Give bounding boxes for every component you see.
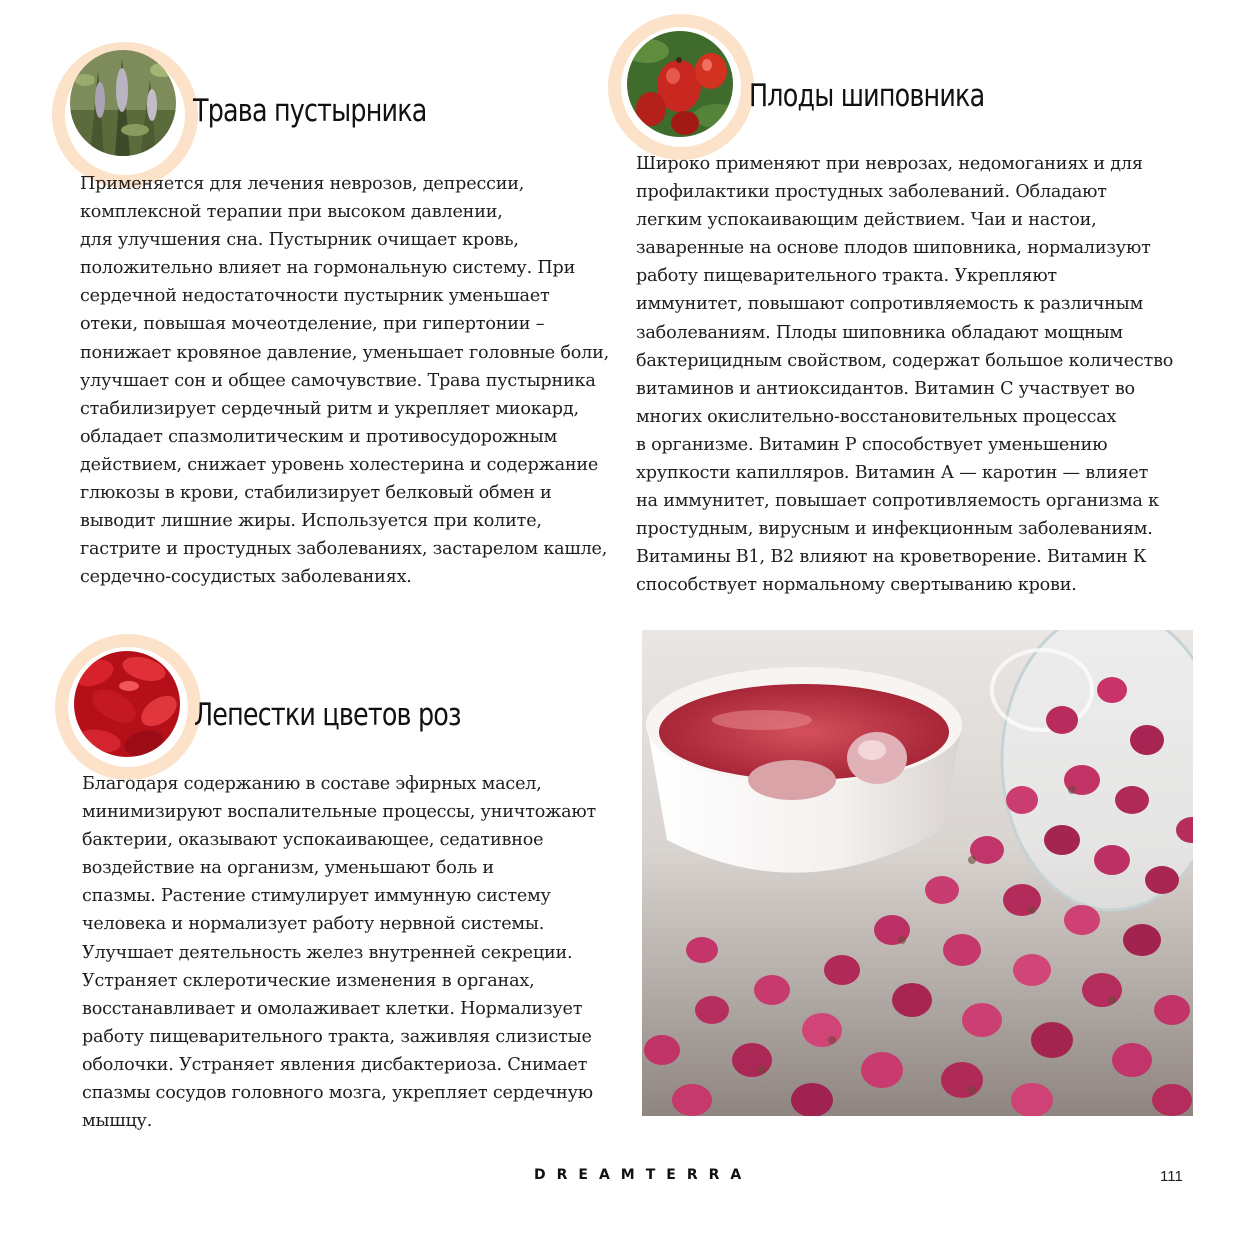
text-line: способствует нормальному свертыванию крови. (636, 575, 1077, 596)
section-title-rose-petals: Лепестки цветов роз (194, 697, 461, 733)
text-line: хрупкости капилляров. Витамин А — каротин — влияет (636, 463, 1149, 484)
text-line: улучшает сон и общее самочувствие. Трава пустырника (80, 370, 596, 391)
text-line: минимизируют воспалительные процессы, уничтожают (82, 802, 597, 823)
text-line: легким успокаивающим действием. Чаи и настои, (636, 210, 1097, 231)
motherwort-description (80, 170, 609, 591)
text-line: иммунитет, повышают сопротивляемость к различным (636, 294, 1144, 315)
text-line: Благодаря содержанию в составе эфирных масел, (82, 774, 542, 794)
text-line: положительно влияет на гормональную систему. При (80, 258, 576, 279)
section-title-motherwort: Трава пустырника (193, 93, 427, 129)
text-line: Устраняет склеротические изменения в органах, (82, 970, 535, 991)
text-line: восстанавливает и омолаживает клетки. Нормализует (82, 998, 583, 1019)
text-line: бактерии, оказывают успокаивающее, седативное (82, 830, 544, 851)
text-line: гастрите и простудных заболеваниях, застарелом кашле, (80, 539, 608, 560)
text-line: обладает спазмолитическим и противосудорожным (80, 426, 558, 447)
text-line: работу пищеварительного тракта. Укрепляют (636, 266, 1057, 287)
text-line: понижает кровяное давление, уменьшает головные боли, (80, 342, 610, 363)
rose-petals-thumbnail (74, 651, 180, 757)
text-line: глюкозы в крови, стабилизирует белковый обмен и (80, 483, 552, 504)
text-line: бактерицидным свойством, содержат большое количество (636, 350, 1174, 371)
rosehip-thumbnail (627, 31, 733, 137)
text-line: отеки, повышая мочеотделение, при гипертонии – (80, 314, 545, 335)
text-line: сердечной недостаточности пустырник уменьшает (80, 286, 550, 307)
text-line: профилактики простудных заболеваний. Обладают (636, 182, 1107, 203)
text-line: Улучшает деятельность желез внутренней секреции. (82, 942, 573, 963)
motherwort-thumbnail (70, 50, 176, 156)
page-number: 111 (1160, 1168, 1183, 1185)
text-line: для улучшения сна. Пустырник очищает кровь, (80, 230, 519, 251)
text-line: работу пищеварительного тракта, заживляя слизистые (82, 1026, 592, 1047)
text-line: комплексной терапии при высоком давлении, (80, 202, 503, 223)
rose-tea-photo (642, 630, 1193, 1116)
text-line: сердечно-сосудистых заболеваниях. (80, 567, 412, 588)
text-line: заваренные на основе плодов шиповника, нормализуют (636, 238, 1151, 259)
brand-logo: DREAMTERRA (534, 1167, 753, 1183)
text-line: на иммунитет, повышает сопротивляемость организма к (636, 491, 1159, 512)
text-line: спазмы сосудов головного мозга, укрепляет сердечную (82, 1083, 593, 1104)
text-line: человека и нормализует работу нервной системы. (82, 914, 545, 935)
text-line: действием, снижает уровень холестерина и содержание (80, 454, 599, 475)
text-line: мышцу. (82, 1111, 153, 1132)
text-line: стабилизирует сердечный ритм и укрепляет миокард, (80, 398, 579, 419)
text-line: многих окислительно-восстановительных процессах (636, 406, 1117, 427)
text-line: оболочки. Устраняет явления дисбактериоза. Снимает (82, 1054, 588, 1075)
text-line: в организме. Витамин Р способствует уменьшению (636, 434, 1108, 455)
section-title-rosehip: Плоды шиповника (749, 78, 985, 114)
text-line: воздействие на организм, уменьшают боль и (82, 858, 494, 879)
text-line: Витамины В1, В2 влияют на кроветворение. Витамин К (636, 547, 1147, 568)
text-line: спазмы. Растение стимулирует иммунную систему (82, 886, 551, 907)
text-line: выводит лишние жиры. Используется при колите, (80, 511, 542, 532)
text-line: простудным, вирусным и инфекционным заболеваниям. (636, 519, 1153, 540)
text-line: Применяется для лечения неврозов, депрессии, (80, 174, 525, 194)
text-line: Широко применяют при неврозах, недомоганиях и для (636, 154, 1143, 174)
text-line: заболеваниям. Плоды шиповника обладают мощным (636, 322, 1123, 343)
rosehip-description (636, 150, 1173, 600)
text-line: витаминов и антиоксидантов. Витамин С участвует во (636, 378, 1135, 399)
rose-petals-description (82, 770, 596, 1135)
